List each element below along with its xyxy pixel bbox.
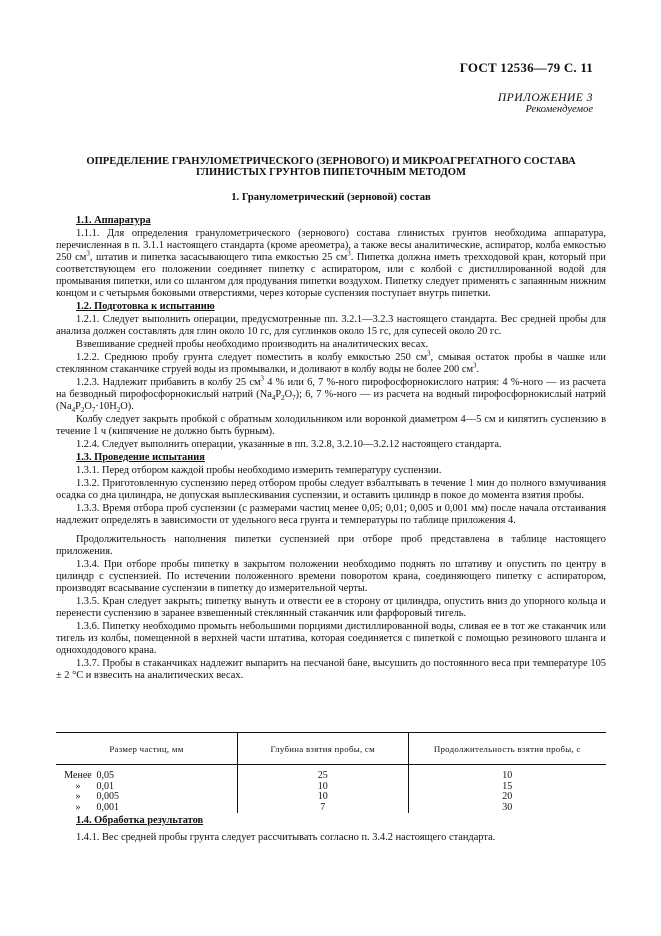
title-line-1: ОПРЕДЕЛЕНИЕ ГРАНУЛОМЕТРИЧЕСКОГО (ЗЕРНОВОГО) И МИКРОАГРЕГАТНОГО СОСТАВА: [86, 156, 576, 167]
standard-header: ГОСТ 12536—79 С. 11: [459, 60, 593, 75]
document-title: [56, 156, 606, 178]
para-1-1-1: 1.1.1. Для определения гранулометрического (зернового) состава глинистых грунтов необходима аппаратура, перечисленная в п. 3.1.1 настоящего стандарта (кроме ареометра), а также весы аналитические, аспиратор, колба емкостью 250 $см^3$, штатив и пипетка засасывающего типа емкостью 25 $см^3$. Пипетка должна иметь трехходовой кран, который при соответствующем его положении соединяет пипетку с аспиратором, или с колбой с дистиллированной водой для промывания пипетки, или со шлангом для продувания пипетки воздухом. Пипетку следует применять с запаянным нижним концом и с четырьмя боковыми отверстиями, через которые суспензия поступает внутрь пипетки.: [56, 228, 606, 299]
para-1-3-3: 1.3.3. Время отбора проб суспензии (с размерами частиц менее 0,05; 0,01; 0,005 и 0,001 мм) после начала отстаивания надлежит определять в зависимости от удельного веса грунта и температуры по таблице приложения 4.: [56, 503, 606, 526]
col-duration: Продолжительность взятия пробы, с: [408, 733, 606, 765]
para-1-3-1: 1.3.1. Перед отбором каждой пробы необходимо измерить температуру суспензии.: [76, 465, 442, 476]
heading-1-1: 1.1. Аппаратура: [76, 215, 151, 226]
para-1-3-7: 1.3.7. Пробы в стаканчиках надлежит выпарить на песчаной бане, высушить до постоянного веса при температуре 105 ± 2 °С и взвесить на аналитических весах.: [56, 658, 606, 681]
table-row: Менее 0,05 25 10: [56, 771, 606, 782]
table-row: » 0,005 10 20: [56, 792, 606, 803]
body-text: [56, 214, 606, 683]
para-1-2-1: 1.2.1. Следует выполнить операции, предусмотренные пп. 3.2.1—3.2.3 настоящего стандарта. Вес средней пробы для анализа должен составлять для глин около 10 гс, для суглинков около 15 гс, для супесей около 20 гс.: [56, 314, 606, 337]
pipette-table: [56, 732, 606, 813]
heading-1-2: 1.2. Подготовка к испытанию: [76, 301, 215, 312]
para-1-2-3: 1.2.3. Надлежит прибавить в колбу 25 $см^3$ 4 % или 6, 7 %-ного пирофосфорнокислого натрия: 4 %-ного — из расчета на безводный пирофосфорнокислый натрий $(Na_4P_2O_7)$; 6, 7 %-ного — из расчета на водный пирофосфорнокислый натрий $(Na_4P_2O_7\cdot 10H_2O)$.: [56, 374, 606, 415]
col-particle-size: Размер частиц, мм: [56, 733, 238, 765]
para-1-2-2: 1.2.2. Среднюю пробу грунта следует поместить в колбу емкостью 250 $см^3$, смывая остаток пробы в чашке или стеклянном стаканчике струей воды из промывалки, и доливают в колбу воды не более 200 $см^3$.: [56, 349, 606, 375]
para-1-3-4: 1.3.4. При отборе пробы пипетку в закрытом положении необходимо поднять по штативу и опустить по центру в цилиндр с суспензией. По истечении положенного времени поворотом крана, соединяющего пипетку с аспиратором, производят всасывание суспензии в пипетку до измерительной черты.: [56, 559, 606, 594]
recommended-label: Рекомендуемое: [525, 104, 593, 115]
para-1-2-3b: Колбу следует закрыть пробкой с обратным холодильником или воронкой диаметром 4—5 см и кипятить суспензию в течение 1 ч (кипячение не должно быть бурным).: [56, 414, 606, 437]
para-1-2-4: 1.2.4. Следует выполнить операции, указанные в пп. 3.2.8, 3.2.10—3.2.12 настоящего стандарта.: [76, 439, 502, 450]
appendix-block: [498, 92, 593, 115]
para-1-3-6: 1.3.6. Пипетку необходимо промыть небольшими порциями дистиллированной воды, сливая ее в тот же стаканчик или тигель из колбы, помещенной в верхней части штатива, которая соединяется с пипеткой с помощью резинового шланга и однохододового крана.: [56, 621, 606, 656]
para-1-2-1b: Взвешивание средней пробы необходимо производить на аналитических весах.: [76, 339, 429, 350]
section-1-heading: 1. Гранулометрический (зерновой) состав: [231, 192, 431, 203]
col-depth: Глубина взятия пробы, см: [238, 733, 409, 765]
table-header-row: [56, 733, 606, 765]
para-1-3-3b: Продолжительность наполнения пипетки суспензией при отборе проб представлена в таблице настоящего приложения.: [56, 534, 606, 557]
title-line-2: ГЛИНИСТЫХ ГРУНТОВ ПИПЕТОЧНЫМ МЕТОДОМ: [196, 167, 466, 178]
table-row: » 0,01 10 15: [56, 782, 606, 793]
table-row: » 0,001 7 30: [56, 803, 606, 814]
heading-1-4: 1.4. Обработка результатов: [76, 815, 204, 826]
para-1-4-1: 1.4.1. Вес средней пробы грунта следует рассчитывать согласно п. 3.4.2 настоящего стандарта.: [76, 832, 496, 843]
heading-1-3: 1.3. Проведение испытания: [76, 452, 205, 463]
section-1-4: [56, 815, 606, 849]
para-1-3-5: 1.3.5. Кран следует закрыть; пипетку вынуть и отвести ее в сторону от цилиндра, опустить вниз до упорного кольца и перенести суспензию в заранее взвешенный стеклянный стаканчик или фарфоровый тигель.: [56, 596, 606, 619]
para-1-3-2: 1.3.2. Приготовленную суспензию перед отбором пробы следует взбалтывать в течение 1 мин до полного взмучивания осадка со дна цилиндра, не допуская выплескивания суспензии, и оставить цилиндр в покое до момента взятия пробы.: [56, 478, 606, 501]
appendix-label: ПРИЛОЖЕНИЕ 3: [497, 92, 593, 104]
